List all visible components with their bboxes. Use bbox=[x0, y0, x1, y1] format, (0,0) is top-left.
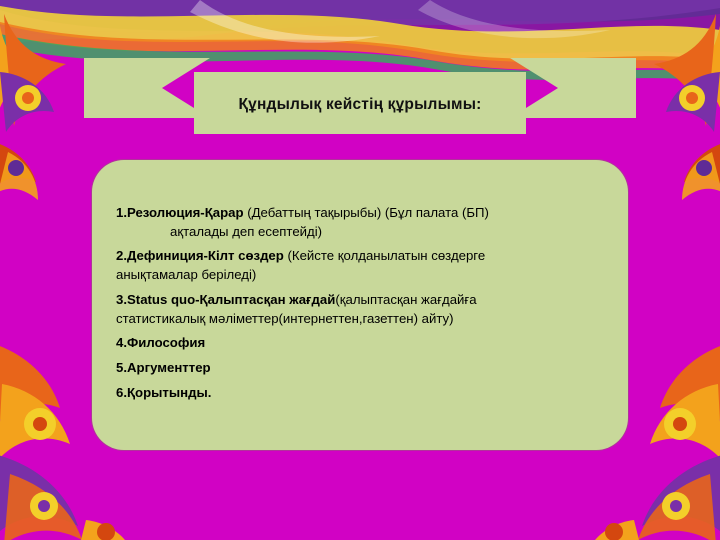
list-item-text: (қалыптасқан жағдайға bbox=[335, 291, 477, 307]
list-item-continuation: статистикалық мәліметтер(интернеттен,газеттен) айту) bbox=[116, 310, 454, 326]
list-item bbox=[116, 204, 606, 241]
list-item-continuation: анықтамалар беріледі) bbox=[116, 267, 257, 283]
list-item-number: 6. bbox=[116, 384, 127, 400]
list-item-term: Status quo-Қалыптасқан жағдай bbox=[127, 291, 336, 307]
list-item-number: 1. bbox=[116, 205, 127, 220]
list-item bbox=[116, 334, 606, 353]
list-item bbox=[116, 384, 606, 403]
list-item-number: 4. bbox=[116, 335, 127, 351]
list-item bbox=[116, 359, 606, 378]
list-item-number: 2. bbox=[116, 248, 127, 264]
slide-title: Құндылық кейстің құрылымы: bbox=[238, 96, 482, 113]
list-item-term: Философия bbox=[127, 335, 206, 351]
list-item bbox=[116, 247, 606, 284]
title-ribbon bbox=[84, 58, 636, 142]
list-item-term: Аргументтер bbox=[127, 360, 211, 376]
list-item-number: 3. bbox=[116, 291, 127, 307]
content-list bbox=[116, 204, 606, 409]
list-item-term: Резолюция-Қарар bbox=[127, 205, 244, 220]
list-item-text: (Дебаттың тақырыбы) (Бұл палата (БП) bbox=[243, 205, 489, 220]
list-item-continuation: ақталады деп есептейді) bbox=[170, 223, 323, 239]
list-item bbox=[116, 291, 606, 328]
list-item-term: Қорытынды. bbox=[127, 384, 212, 400]
list-item-term: Дефиниция-Кілт сөздер bbox=[127, 248, 284, 264]
list-item-number: 5. bbox=[116, 360, 127, 376]
content-panel bbox=[92, 160, 628, 450]
list-item-text: (Кейсте қолданылатын сөздерге bbox=[283, 248, 486, 264]
